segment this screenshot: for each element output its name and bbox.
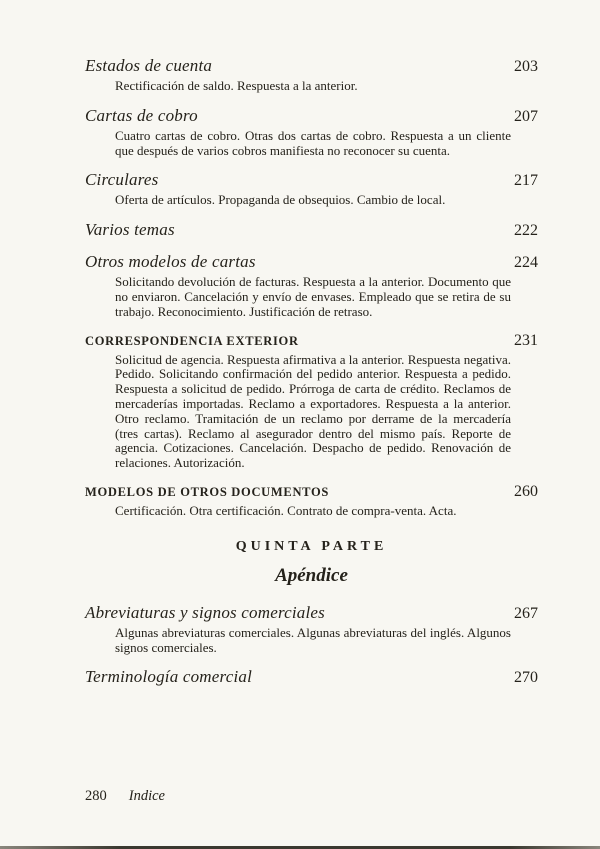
toc-entry-row	[85, 170, 538, 190]
part-divider	[85, 539, 538, 587]
entry-description: Oferta de artículos. Propaganda de obsequios. Cambio de local.	[115, 192, 446, 208]
entry-page-number: 267	[514, 604, 538, 622]
entry-description: Solicitud de agencia. Respuesta afirmativa a la anterior. Respuesta negativa. Pedido. Solicitando confirmación del pedido anterior. Respuesta a pedido. Respuesta a solicitud de pedido. Prórroga de carta de crédito. Reclamos de mercaderías importadas. Reclamo a exportadores. Respuesta a la anterior. Otro reclamo. Tramitación de un reclamo por derrame de la mercadería (tres cartas). Reclamo al asegurador dentro del mismo país. Reporte de agencia. Cotizaciones. Cancelación. Despacho de pedido. Renovación de relaciones. Autorización.	[115, 351, 511, 471]
entry-page-number: 203	[514, 58, 538, 75]
page-footer	[85, 788, 165, 805]
toc-entry	[85, 332, 538, 471]
toc-entry-row	[85, 483, 538, 501]
entry-description: Algunas abreviaturas comerciales. Algunas abreviaturas del inglés. Algunos signos comerciales.	[115, 624, 511, 655]
toc-entry	[85, 603, 538, 656]
index-content	[85, 56, 538, 699]
entry-title: Terminología comercial	[85, 667, 252, 687]
entry-page-number: 260	[514, 482, 538, 500]
entry-description: Certificación. Otra certificación. Contrato de compra-venta. Acta.	[115, 502, 457, 518]
entry-page-number: 217	[514, 172, 538, 190]
entry-page-number: 207	[514, 107, 538, 125]
entry-title: Cartas de cobro	[85, 105, 198, 125]
entry-description: Solicitando devolución de facturas. Respuesta a la anterior. Documento que no enviaron. Cancelación y envío de envases. Empleado que se retira de su trabajo. Reconocimiento. Justificación de retraso.	[115, 274, 511, 319]
toc-entry	[85, 56, 538, 94]
entry-description: Cuatro cartas de cobro. Otras dos cartas de cobro. Respuesta a un cliente que después de varios cobros manifiesta no reconocer su cuenta.	[115, 127, 511, 158]
toc-entry-row	[85, 667, 538, 687]
entry-title: CORRESPONDENCIA EXTERIOR	[85, 333, 299, 348]
footer-running-title: Indice	[128, 788, 165, 804]
entry-page-number: 231	[514, 331, 538, 349]
toc-entry-row	[85, 220, 538, 240]
entry-page-number: 270	[514, 669, 538, 687]
part-subheading: Apéndice	[275, 564, 348, 586]
entry-title: Otros modelos de cartas	[85, 252, 256, 272]
toc-entry	[85, 667, 538, 687]
toc-entry-row	[85, 106, 538, 126]
entry-description: Rectificación de saldo. Respuesta a la anterior.	[115, 78, 358, 93]
toc-entry	[85, 106, 538, 159]
entry-title: Circulares	[85, 170, 159, 190]
entry-title: Abreviaturas y signos comerciales	[85, 602, 325, 622]
toc-entry-row	[85, 332, 538, 350]
entry-page-number: 222	[514, 222, 538, 240]
toc-entry	[85, 220, 538, 240]
toc-entry	[85, 483, 538, 519]
entry-title: MODELOS DE OTROS DOCUMENTOS	[85, 484, 330, 499]
toc-entry	[85, 170, 538, 208]
part-heading: QUINTA PARTE	[235, 538, 388, 554]
toc-entry	[85, 252, 538, 319]
entry-title: Varios temas	[85, 220, 175, 240]
entry-page-number: 224	[514, 254, 538, 272]
entry-title: Estados de cuenta	[85, 56, 213, 75]
toc-entry-row	[85, 56, 538, 76]
toc-entry-row	[85, 603, 538, 623]
footer-page-number: 280	[85, 788, 107, 804]
toc-entry-row	[85, 252, 538, 272]
